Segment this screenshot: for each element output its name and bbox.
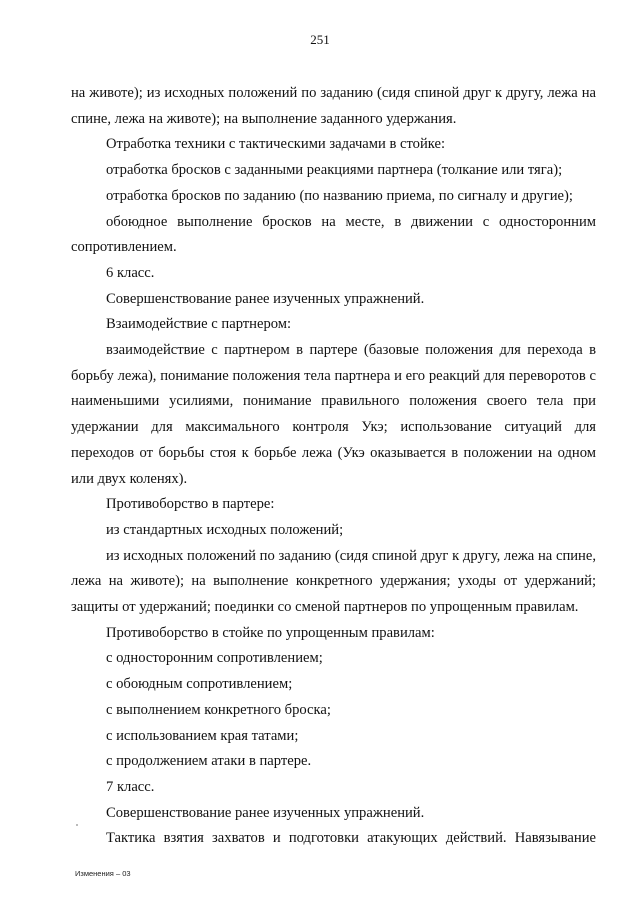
paragraph: Совершенствование ранее изученных упражнений. xyxy=(106,804,425,821)
paragraph: с односторонним сопротивлением; xyxy=(106,650,323,667)
paragraph: Отработка техники с тактическими задачами в стойке: xyxy=(106,136,446,153)
paragraph: 6 класс. xyxy=(106,264,155,281)
paragraph: с продолжением атаки в партере. xyxy=(106,753,312,770)
paragraph: обоюдное выполнение бросков на месте, в движении с односторонним сопротивлением. xyxy=(71,213,596,256)
paragraph: с выполнением конкретного броска; xyxy=(106,701,331,718)
paragraph: с использованием края татами; xyxy=(106,727,299,744)
paragraph: Совершенствование ранее изученных упражнений. xyxy=(106,290,425,307)
paragraph: 7 класс. xyxy=(106,778,155,795)
paragraph: Взаимодействие с партнером: xyxy=(106,316,292,333)
paragraph: отработка бросков по заданию (по названию приема, по сигналу и другие); xyxy=(106,187,573,204)
page-footer: Изменения – 03 xyxy=(75,869,131,878)
paragraph: взаимодействие с партнером в партере (базовые положения для перехода в борьбу лежа), понимание положения тела партнера и его реакций для переворотов с наименьшими усилиями, понимание правильного положения своего тела при удержании для максимального контроля Укэ; использование ситуаций для переходов от борьбы стоя к борьбе лежа (Укэ оказывается в положении на одном или двух коленях). xyxy=(71,342,596,487)
scan-artifact xyxy=(76,824,78,826)
paragraph: Противоборство в стойке по упрощенным правилам: xyxy=(106,624,435,641)
paragraph: на животе); из исходных положений по заданию (сидя спиной друг к другу, лежа на спине, лежа на животе); на выполнение заданного удержания. xyxy=(71,85,596,127)
paragraph: Противоборство в партере: xyxy=(106,496,275,513)
document-body xyxy=(71,81,596,852)
paragraph: Тактика взятия захватов и подготовки атакующих действий. Навязывание xyxy=(106,830,596,847)
paragraph: отработка бросков с заданными реакциями партнера (толкание или тяга); xyxy=(106,162,563,179)
paragraph: из исходных положений по заданию (сидя спиной друг к другу, лежа на спине, лежа на животе); на выполнение конкретного удержания; уходы от удержаний; защиты от удержаний; поединки со сменой партнеров по упрощенным правилам. xyxy=(71,547,596,616)
page-number: 251 xyxy=(310,32,330,47)
paragraph: из стандартных исходных положений; xyxy=(106,521,344,538)
paragraph: с обоюдным сопротивлением; xyxy=(106,676,293,693)
